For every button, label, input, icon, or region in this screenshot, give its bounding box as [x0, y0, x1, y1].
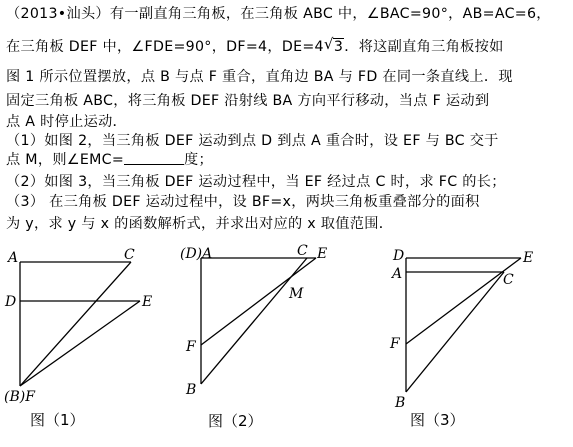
fig2-label-c: C: [297, 243, 308, 259]
fig3-label-c: C: [503, 272, 514, 288]
figure-2: [201, 258, 316, 384]
problem-line-4: 固定三角板 ABC，将三角板 DEF 沿射线 BA 方向平行移动，当点 F 运动到: [6, 93, 490, 109]
problem-line-6: （1）如图 2，当三角板 DEF 运动到点 D 到点 A 重合时，设 EF 与 BC 交于: [6, 133, 499, 149]
fig2-label-e: E: [317, 246, 328, 262]
fig3-label-e: E: [523, 250, 534, 266]
fig3-label-a: A: [392, 266, 403, 282]
fig1-label-e: E: [142, 294, 153, 310]
fig1-label-c: C: [124, 247, 135, 263]
fig1-label-a: A: [8, 250, 19, 266]
problem-line-2-tail: ．将这副直角三角板按如: [344, 39, 504, 55]
fig2-caption: 图（2）: [208, 412, 263, 430]
fig2-label-f: F: [186, 339, 196, 355]
fig3-segment-bc: [406, 272, 504, 392]
fig1-label-bf: (B)F: [4, 389, 35, 405]
fig2-label-b: B: [186, 382, 197, 398]
problem-line-2-head: 在三角板 DEF 中，∠FDE=90°，DF=4，DE=4: [6, 39, 324, 55]
radical-sign: √: [323, 35, 334, 53]
problem-line-1: （2013•汕头）有一副直角三角板，在三角板 ABC 中，∠BAC=90°，AB=AC=6，: [6, 6, 551, 22]
fig3-label-b: B: [395, 395, 406, 411]
problem-line-3: 图 1 所示位置摆放，点 B 与点 F 重合，直角边 BA 与 FD 在同一条直线上．现: [6, 69, 513, 85]
problem-line-10: 为 y，求 y 与 x 的函数解析式，并求出对应的 x 取值范围．: [6, 216, 394, 232]
problem-line-7-head: 点 M，则∠EMC=: [6, 152, 125, 168]
fig2-label-m: M: [289, 286, 304, 302]
fig3-label-d: D: [393, 248, 405, 264]
problem-line-7-tail: 度；: [184, 152, 214, 168]
sqrt-radicand: 3: [333, 39, 344, 55]
fig1-label-d: D: [5, 294, 17, 310]
fig1-segment-fe: [20, 301, 140, 386]
fig2-label-da: (D)A: [180, 246, 213, 262]
problem-line-5: 点 A 时停止运动．: [6, 114, 128, 130]
fig1-caption: 图（1）: [30, 411, 85, 429]
fig3-segment-fe: [406, 258, 521, 344]
fig3-label-f: F: [390, 336, 400, 352]
problem-line-9: （3） 在三角板 DEF 运动过程中，设 BF=x，两块三角板重叠部分的面积: [6, 194, 480, 210]
fig3-caption: 图（3）: [410, 411, 465, 429]
problem-line-8: （2）如图 3，当三角板 DEF 运动过程中，当 EF 经过点 C 时，求 FC 的长；: [6, 174, 506, 190]
figure-1: [20, 262, 140, 386]
fig1-segment-bc: [20, 262, 131, 386]
